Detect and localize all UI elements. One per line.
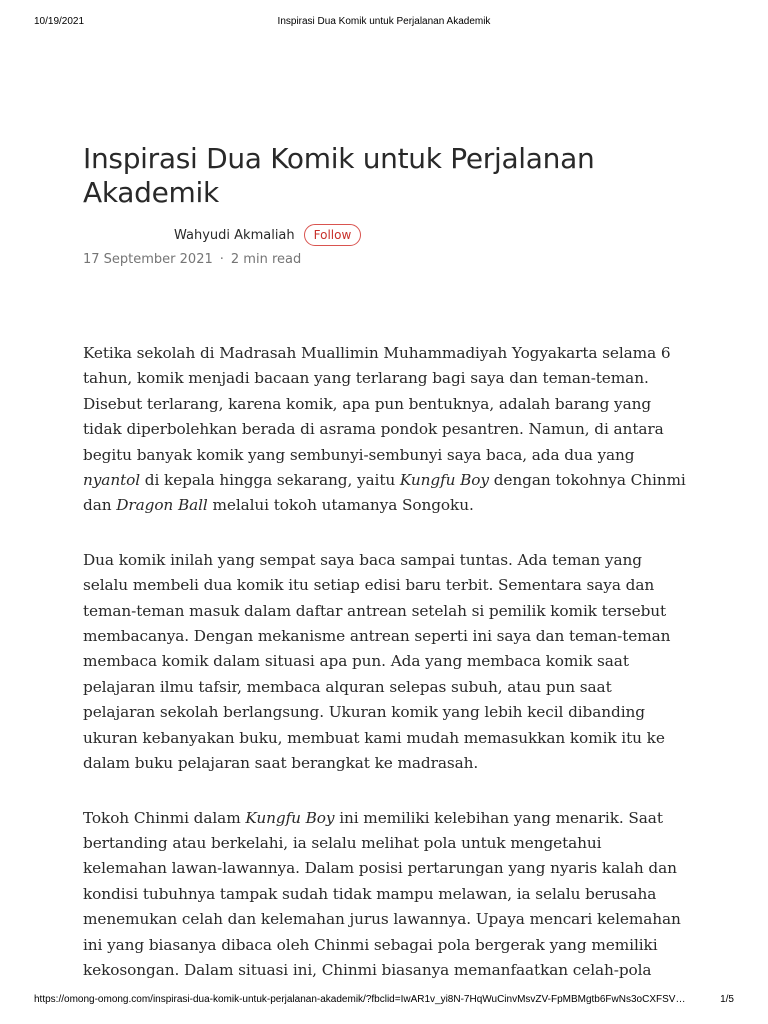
follow-button[interactable]: Follow	[304, 224, 362, 246]
italic-term: Kungfu Boy	[399, 471, 489, 490]
paragraph-2: Dua komik inilah yang sempat saya baca sampai tuntas. Ada teman yang selalu membeli dua komik itu setiap edisi baru terbit. Sementara saya dan teman-teman masuk dalam daftar antrean setelah si pemilik komik tersebut membacanya. Dengan mekanisme antrean seperti ini saya dan teman-teman membaca komik dalam situasi apa pun. Ada yang membaca komik saat pelajaran ilmu tafsir, membaca alquran selepas subuh, atau pun saat pelajaran sekolah berlangsung. Ukuran komik yang lebih kecil dibanding ukuran kebanyakan buku, membuat kami mudah memasukkan komik itu ke dalam buku pelajaran saat berangkat ke madrasah.	[83, 550, 671, 773]
italic-term: Dragon Ball	[116, 496, 208, 515]
article-meta	[83, 252, 301, 267]
paragraph-3: Tokoh Chinmi dalam Kungfu Boy ini memiliki kelebihan yang menarik. Saat bertanding atau berkelahi, ia selalu melihat pola untuk mengetahui kelemahan lawan-lawannya. Dalam posisi pertarungan yang nyaris kalah dan kondisi tubuhnya tampak sudah tidak mampu melawan, ia selalu berusaha menemukan celah dan kelemahan jurus lawannya. Upaya mencari kelemahan ini yang biasanya dibaca oleh Chinmi sebagai pola bergerak yang memiliki kekosongan. Dalam situasi ini, Chinmi biasanya memanfaatkan celah-pola	[83, 808, 681, 979]
print-footer	[34, 994, 734, 1008]
article	[83, 142, 688, 1012]
article-title: Inspirasi Dua Komik untuk Perjalanan Akademik	[83, 142, 595, 209]
print-date: 10/19/2021	[34, 16, 85, 27]
read-time: 2 min read	[230, 252, 302, 267]
author-row	[174, 224, 361, 246]
publish-date: 17 September 2021	[83, 252, 213, 267]
italic-term: nyantol	[83, 471, 141, 490]
paragraph-1: Ketika sekolah di Madrasah Muallimin Muhammadiyah Yogyakarta selama 6 tahun, komik menjadi bacaan yang terlarang bagi saya dan teman-teman. Disebut terlarang, karena komik, apa pun bentuknya, adalah barang yang tidak diperbolehkan berada di asrama pondok pesantren. Namun, di antara begitu banyak komik yang sembunyi-sembunyi saya baca, ada dua yang nyantol di kepala hingga sekarang, yaitu Kungfu Boy dengan tokohnya Chinmi dan Dragon Ball melalui tokoh utamanya Songoku.	[83, 344, 686, 515]
italic-term: Kungfu Boy	[245, 808, 335, 827]
print-header	[34, 16, 734, 30]
page-number: 1/5	[720, 994, 734, 1005]
byline	[83, 224, 688, 270]
article-body	[83, 341, 688, 983]
print-url: https://omong-omong.com/inspirasi-dua-komik-untuk-perjalanan-akademik/?fbclid=IwAR1v_yi8N-7HqWuCinvMsvZV-FpMBMgtb6FwNs3oCXFSV…	[34, 994, 686, 1005]
print-doc-title: Inspirasi Dua Komik untuk Perjalanan Akademik	[277, 16, 491, 27]
meta-separator: ·	[219, 252, 224, 267]
author-name[interactable]: Wahyudi Akmaliah	[174, 227, 295, 243]
